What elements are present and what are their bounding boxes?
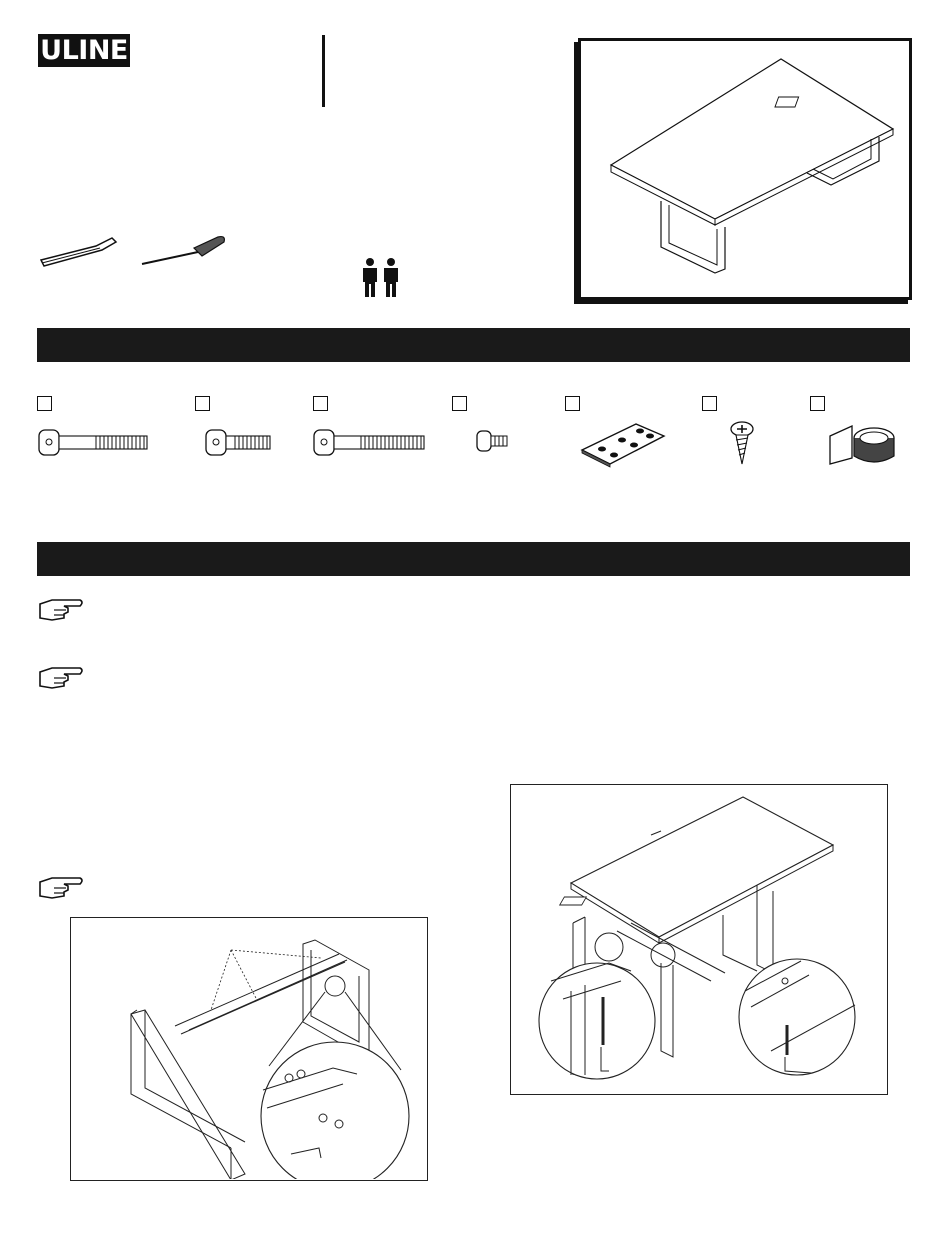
assembly-section-header (37, 542, 910, 576)
long-bolt-icon (38, 428, 150, 458)
part-checkbox-7[interactable] (810, 396, 825, 411)
part-checkbox-5[interactable] (565, 396, 580, 411)
connector-plate-icon (578, 420, 668, 468)
pointing-hand-icon (38, 666, 84, 690)
conference-table-illustration (581, 41, 909, 297)
pointing-hand-icon (38, 598, 84, 622)
extra-long-bolt-icon (313, 428, 427, 458)
uline-logo: ULINE (38, 34, 130, 67)
step-1-diagram (70, 917, 428, 1181)
header-divider (322, 35, 325, 107)
step-2-diagram (510, 784, 888, 1095)
cable-clip-icon (828, 414, 898, 468)
part-checkbox-4[interactable] (452, 396, 467, 411)
part-checkbox-6[interactable] (702, 396, 717, 411)
short-bolt-icon (205, 428, 273, 458)
part-checkbox-1[interactable] (37, 396, 52, 411)
small-bolt-icon (476, 430, 510, 454)
wood-screw-icon (728, 420, 756, 468)
screwdriver-icon (138, 232, 230, 268)
part-checkbox-3[interactable] (313, 396, 328, 411)
product-illustration-frame (578, 38, 912, 300)
two-person-icon (360, 258, 402, 298)
frame-assembly-illustration (71, 918, 426, 1179)
part-checkbox-2[interactable] (195, 396, 210, 411)
hex-key-icon (38, 232, 118, 270)
parts-section-header (37, 328, 910, 362)
tabletop-attachment-illustration (511, 785, 886, 1093)
pointing-hand-icon (38, 876, 84, 900)
